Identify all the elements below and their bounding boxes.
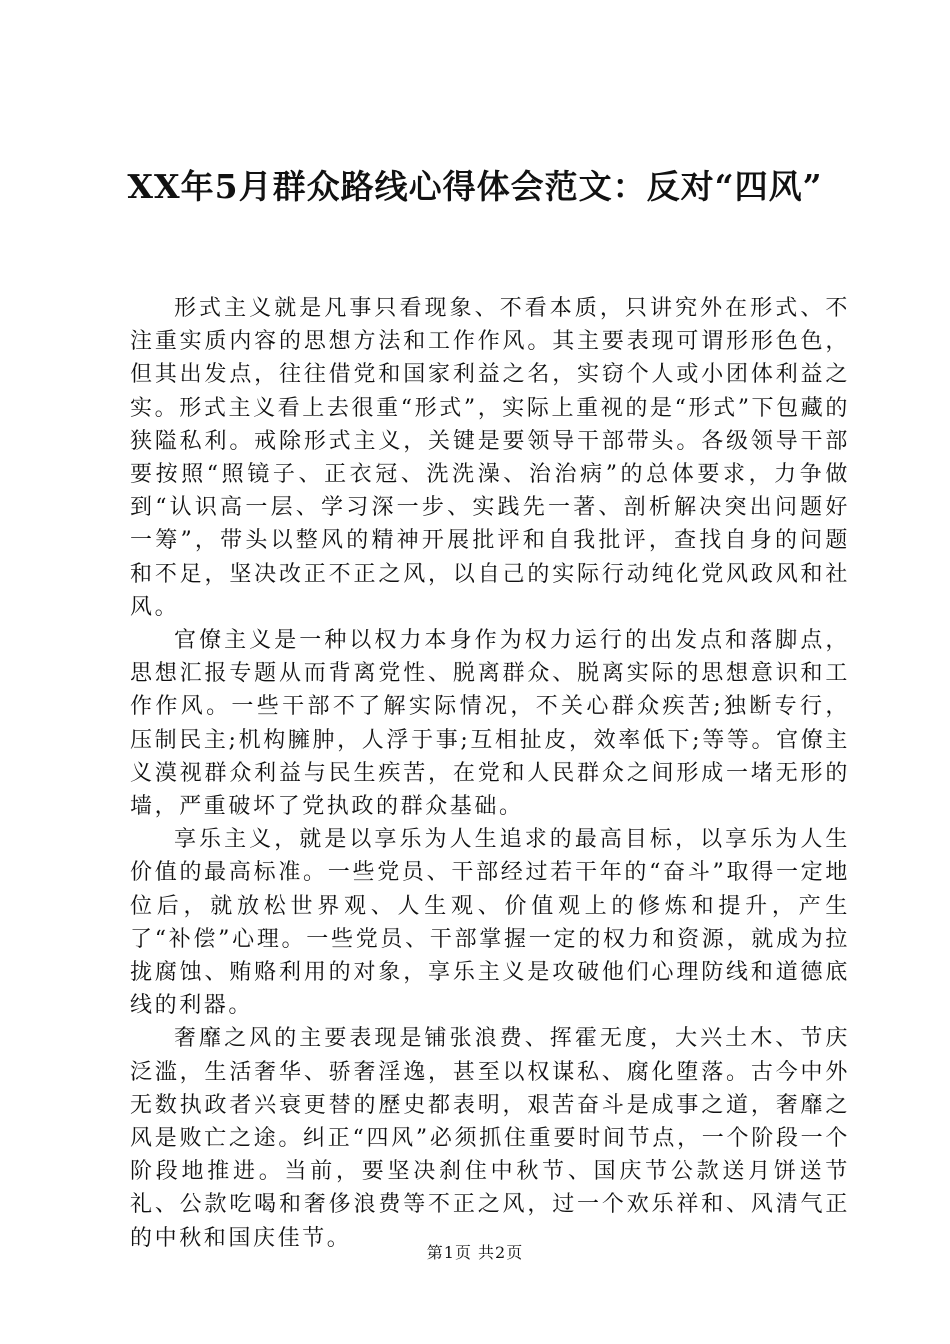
paragraph-formalism: 形式主义就是凡事只看现象、不看本质，只讲究外在形式、不注重实质内容的思想方法和工作作风。其主要表现可谓形形色色，但其出发点，往往借党和国家利益之名，实窃个人或小团体利益之实。形式主义看上去很重“形式”，实际上重视的是“形式”下包藏的狭隘私利。戒除形式主义，关键是要领导干部带头。各级领导干部要按照“照镜子、正衣冠、洗洗澡、治治病”的总体要求，力争做到“认识高一层、学习深一步、实践先一著、剖析解决突出问题好一筹”，带头以整风的精神开展批评和自我批评，查找自身的问题和不足，坚决改正不正之风，以自己的实际行动纯化党风政风和社风。 [130,296,850,620]
page-number-footer: 第1页 共2页 [426,1243,524,1262]
document-title: XX年5月群众路线心得体会范文：反对“四风” [127,167,823,206]
paragraph-bureaucratism: 官僚主义是一种以权力本身作为权力运行的出发点和落脚点，思想汇报专题从而背离党性、脱离群众、脱离实际的思想意识和工作作风。一些干部不了解实际情况，不关心群众疾苦;独断专行，压制民主;机构臃肿，人浮于事;互相扯皮，效率低下;等等。官僚主义漠视群众利益与民生疾苦，在党和人民群众之间形成一堵无形的墙，严重破坏了党执政的群众基础。 [130,628,850,820]
paragraph-extravagance: 奢靡之风的主要表现是铺张浪费、挥霍无度，大兴土木、节庆泛滥，生活奢华、骄奢淫逸，甚至以权谋私、腐化堕落。古今中外无数执政者兴衰更替的歷史都表明，艰苦奋斗是成事之道，奢靡之风是败亡之途。纠正“四风”必须抓住重要时间节点，一个阶段一个阶段地推进。当前，要坚决刹住中秋节、国庆节公款送月饼送节礼、公款吃喝和奢侈浪费等不正之风，过一个欢乐祥和、风清气正的中秋和国庆佳节。 [130,1026,850,1251]
paragraph-hedonism: 享乐主义，就是以享乐为人生追求的最高目标，以享乐为人生价值的最高标准。一些党员、干部经过若干年的“奋斗”取得一定地位后，就放松世界观、人生观、价值观上的修炼和提升，产生了“补偿”心理。一些党员、干部掌握一定的权力和资源，就成为拉拢腐蚀、贿赂利用的对象，享乐主义是攻破他们心理防线和道德底线的利器。 [130,827,850,1019]
document-body [130,292,850,1255]
